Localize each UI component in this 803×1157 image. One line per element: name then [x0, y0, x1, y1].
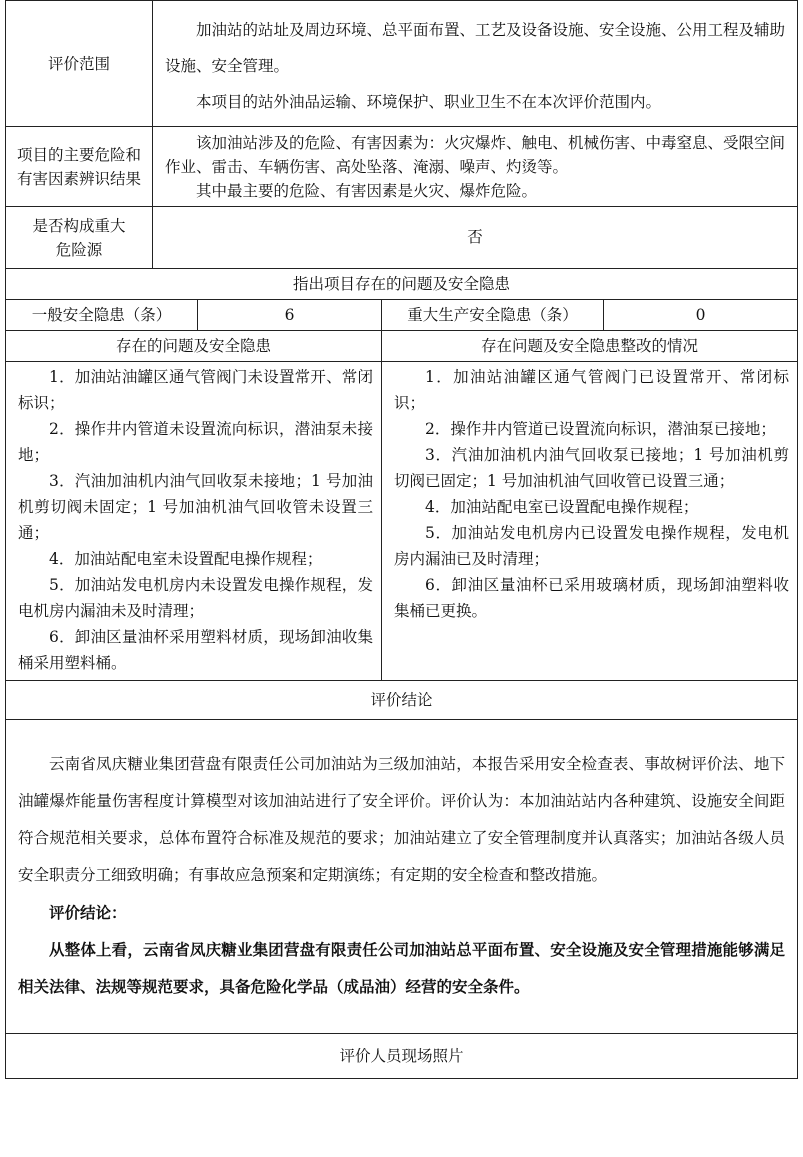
major-hazard-value: 否 — [153, 207, 798, 269]
issues-right-header: 存在问题及安全隐患整改的情况 — [382, 331, 798, 362]
general-hazard-count-value: 6 — [198, 300, 382, 331]
scope-label: 评价范围 — [6, 1, 153, 127]
scope-row — [6, 1, 798, 127]
hazards-content — [153, 127, 798, 207]
list-item: 5．加油站发电机房内已设置发电操作规程，发电机房内漏油已及时清理； — [394, 524, 790, 568]
major-hazard-row — [6, 207, 798, 269]
issues-list-existing — [6, 362, 382, 681]
conclusion-body: 云南省凤庆糖业集团营盘有限责任公司加油站为三级加油站，本报告采用安全检查表、事故树评价法、地下油罐爆炸能量伤害程度计算模型对该加油站进行了安全评价。评价认为：本加油站站内各种建筑、设施安全间距符合规范相关要求，总体布置符合标准及规范的要求；加油站建立了安全管理制度并认真落实；加油站各级人员安全职责分工细致明确；有事故应急预案和定期演练；有定期的安全检查和整改措施。 — [18, 755, 786, 884]
list-item: 6．卸油区量油杯采用塑料材质，现场卸油收集桶采用塑料桶。 — [18, 628, 373, 672]
conclusion-content — [6, 720, 798, 1034]
scope-content — [153, 1, 798, 127]
issues-section-header: 指出项目存在的问题及安全隐患 — [6, 269, 798, 300]
conclusion-body-row — [6, 720, 798, 1034]
major-hazard-count-value: 0 — [604, 300, 798, 331]
major-hazard-label: 是否构成重大危险源 — [6, 207, 153, 269]
counts-row — [6, 300, 798, 331]
list-item: 2．操作井内管道已设置流向标识，潜油泵已接地； — [425, 420, 776, 438]
evaluation-document — [5, 0, 797, 1079]
hazards-paragraph-1: 该加油站涉及的危险、有害因素为：火灾爆炸、触电、机械伤害、中毒窒息、受限空间作业、雷击、车辆伤害、高处坠落、淹溺、噪声、灼烫等。 — [165, 133, 786, 176]
issues-left-header: 存在的问题及安全隐患 — [6, 331, 382, 362]
conclusion-header-row — [6, 681, 798, 720]
list-item: 4．加油站配电室已设置配电操作规程； — [425, 498, 699, 516]
scope-paragraph-1: 加油站的站址及周边环境、总平面布置、工艺及设备设施、安全设施、公用工程及辅助设施、安全管理。 — [165, 20, 786, 75]
list-item: 5．加油站发电机房内未设置发电操作规程，发电机房内漏油未及时清理； — [18, 576, 373, 620]
photos-header-row — [6, 1034, 798, 1079]
issues-list-row — [6, 362, 798, 681]
list-item: 1．加油站油罐区通气管阀门已设置常开、常闭标识； — [394, 368, 790, 412]
list-item: 3．汽油加油机内油气回收泵未接地；1 号加油机剪切阀未固定；1 号加油机油气回收管未设置三通； — [18, 472, 373, 542]
hazards-label: 项目的主要危险和有害因素辨识结果 — [6, 127, 153, 207]
list-item: 4．加油站配电室未设置配电操作规程； — [49, 550, 323, 568]
list-item: 3．汽油加油机内油气回收泵已接地；1 号加油机剪切阀已固定；1 号加油机油气回收管已设置三通； — [394, 446, 790, 490]
list-item: 2．操作井内管道未设置流向标识，潜油泵未接地； — [18, 420, 373, 464]
photos-header: 评价人员现场照片 — [6, 1034, 798, 1079]
general-hazard-count-label: 一般安全隐患（条） — [6, 300, 198, 331]
conclusion-final-statement: 从整体上看，云南省凤庆糖业集团营盘有限责任公司加油站总平面布置、安全设施及安全管理措施能够满足相关法律、法规等规范要求，具备危险化学品（成品油）经营的安全条件。 — [18, 940, 786, 996]
hazards-paragraph-2: 其中最主要的危险、有害因素是火灾、爆炸危险。 — [196, 181, 538, 200]
list-item: 6．卸油区量油杯已采用玻璃材质，现场卸油塑料收集桶已更换。 — [394, 576, 790, 620]
evaluation-table — [5, 0, 798, 1079]
major-hazard-count-label: 重大生产安全隐患（条） — [382, 300, 604, 331]
scope-paragraph-2: 本项目的站外油品运输、环境保护、职业卫生不在本次评价范围内。 — [196, 92, 662, 111]
conclusion-header: 评价结论 — [6, 681, 798, 720]
issues-header-row — [6, 269, 798, 300]
list-item: 1．加油站油罐区通气管阀门未设置常开、常闭标识； — [18, 368, 373, 412]
issues-columns-header-row — [6, 331, 798, 362]
issues-list-rectified — [382, 362, 798, 681]
hazards-row — [6, 127, 798, 207]
conclusion-subheader: 评价结论： — [49, 903, 127, 922]
